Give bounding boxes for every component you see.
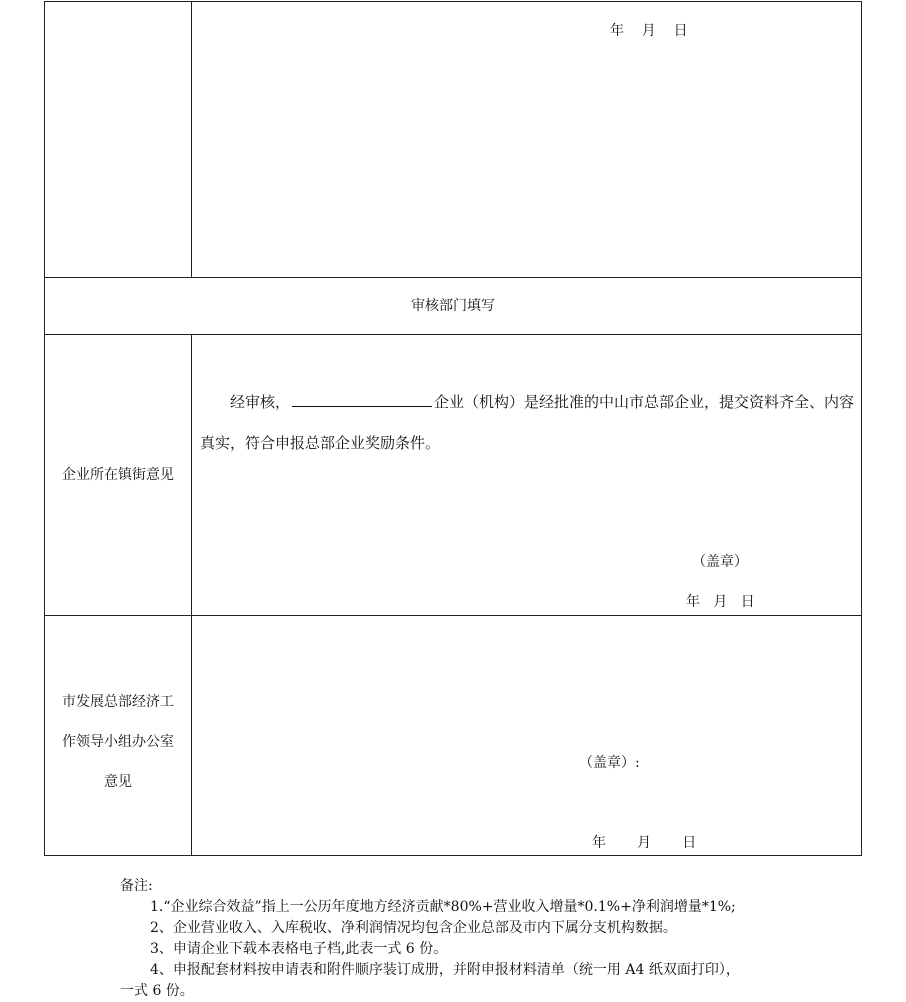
town-label: 企业所在镇街意见 [62, 467, 174, 483]
row-section-header [45, 278, 862, 335]
note-item-3: 3、申请企业下载本表格电子档,此表一式 6 份。 [150, 941, 448, 957]
note-item-1: 1.“企业综合效益”指上一公历年度地方经济贡献*80%+营业收入增量*0.1%+净利润增量*1%; [150, 899, 736, 915]
city-label-line-1: 市发展总部经济工 [62, 694, 174, 710]
town-opinion-cell [192, 335, 862, 616]
note-item-2: 2、企业营业收入、入库税收、净利润情况均包含企业总部及市内下属分支机构数据。 [150, 920, 677, 936]
row-city-opinion [45, 616, 862, 856]
row-applicant-opinion [45, 2, 862, 278]
city-date: 年 月 日 [592, 835, 697, 851]
opinion-suffix: 企业（机构）是经批准的中山市总部企业，提交资料齐全、内容 [434, 393, 855, 411]
company-name-blank[interactable] [292, 392, 432, 407]
city-seal: （盖章）: [579, 755, 640, 771]
date-line: 年 月 日 [610, 23, 688, 39]
city-opinion-cell [192, 616, 862, 856]
city-label-line-2: 作领导小组办公室 [62, 734, 174, 750]
opinion-line-1 [230, 391, 854, 412]
city-label-cell [45, 616, 192, 856]
label-cell-empty [45, 2, 192, 278]
city-label-line-3: 意见 [104, 774, 132, 790]
section-title: 审核部门填写 [45, 278, 862, 335]
town-seal: （盖章） [692, 554, 748, 570]
opinion-prefix: 经审核， [230, 393, 291, 411]
notes-section [120, 876, 800, 1002]
town-label-cell [45, 335, 192, 616]
town-date: 年 月 日 [686, 594, 755, 610]
note-item-4: 4、申报配套材料按申请表和附件顺序装订成册，并附申报材料清单（统一用 A4 纸双面打印）， [150, 962, 740, 978]
notes-heading: 备注: [120, 878, 153, 894]
note-item-4-wrap: 一式 6 份。 [120, 983, 194, 999]
approval-form-table [44, 1, 862, 856]
opinion-line-2: 真实，符合申报总部企业奖励条件。 [200, 434, 441, 452]
row-town-opinion [45, 335, 862, 616]
opinion-cell-top [192, 2, 862, 278]
city-label [45, 682, 191, 802]
